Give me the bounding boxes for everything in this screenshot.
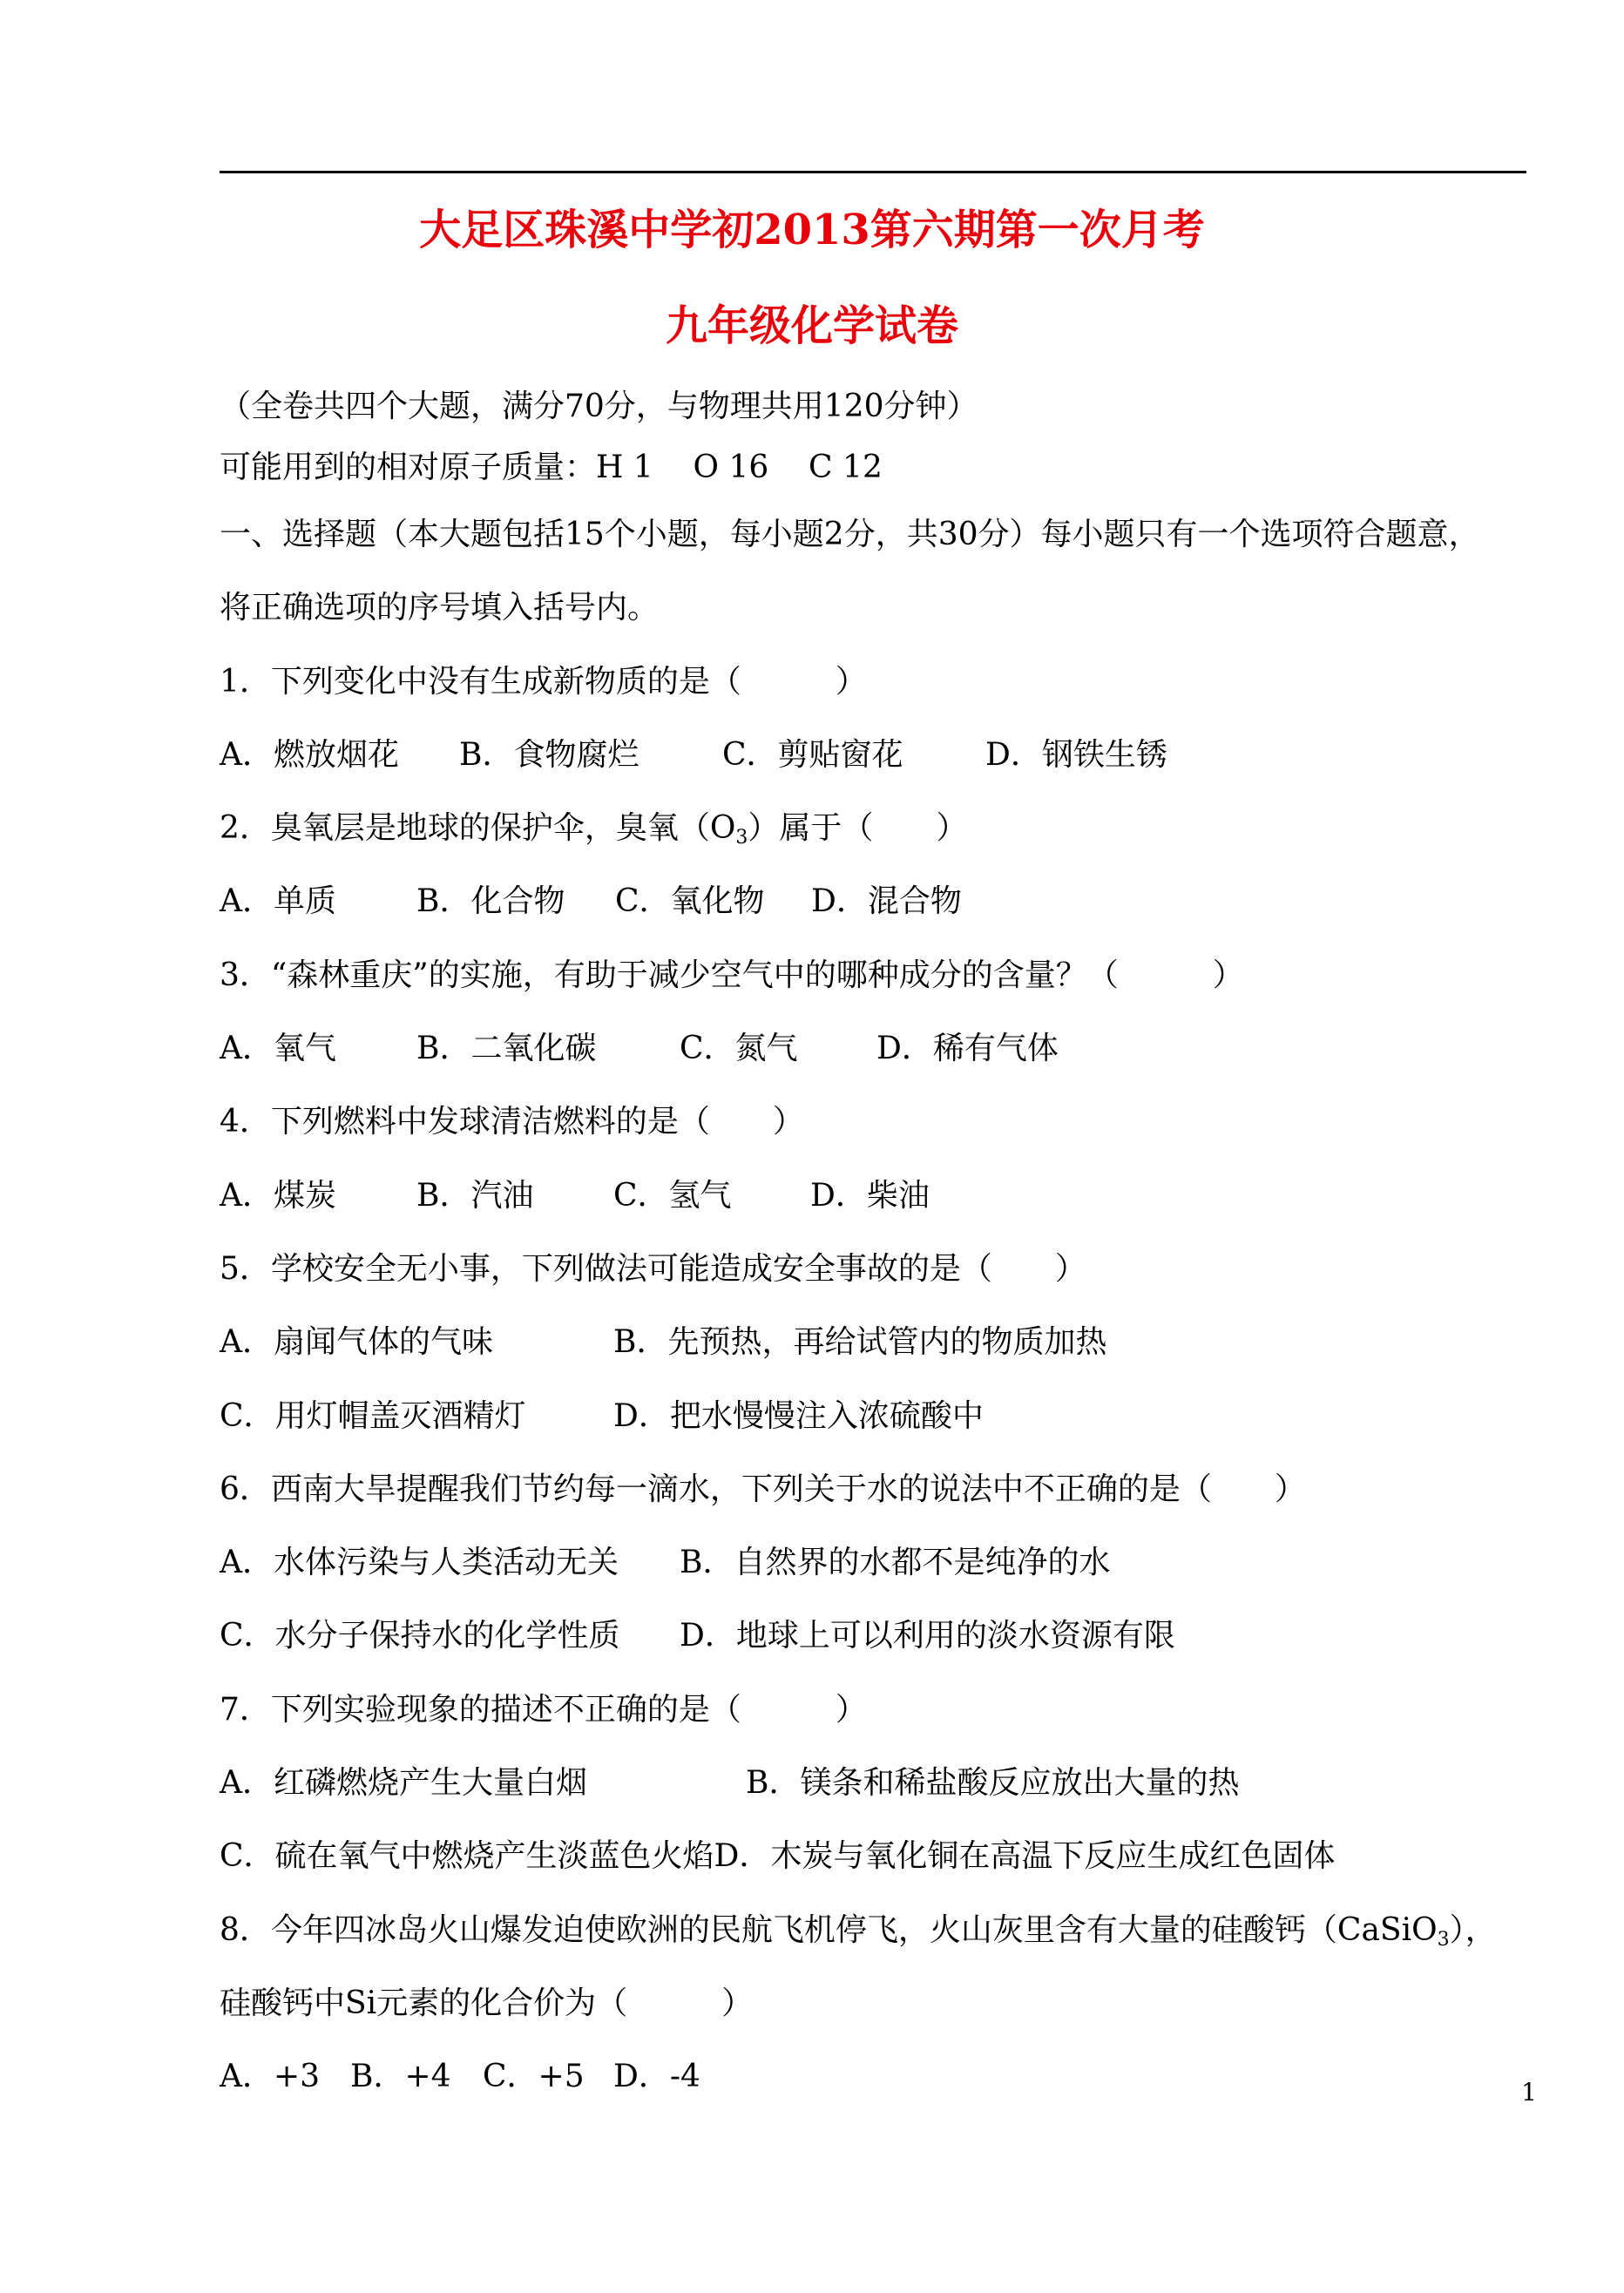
question-options <box>220 1747 1535 1820</box>
option-a: A．煤炭 <box>220 1177 336 1214</box>
question-options <box>220 1012 1535 1086</box>
option-d: D．混合物 <box>811 883 962 920</box>
question-stem: 4．下列燃料中发球清洁燃料的是（ ） <box>220 1104 804 1140</box>
subscript: 3 <box>1437 1928 1450 1951</box>
question-stem <box>220 792 1535 865</box>
question-options <box>220 1526 1535 1600</box>
option-d: D．地球上可以利用的淡水资源有限 <box>680 1618 1175 1654</box>
subscript: 3 <box>735 827 748 849</box>
option-b: B．自然界的水都不是纯净的水 <box>680 1545 1111 1581</box>
option-b: B．汽油 <box>416 1177 534 1214</box>
atomic-mass-info: 可能用到的相对原子质量：H 1 O 16 C 12 <box>220 450 883 485</box>
page-number: 1 <box>1521 2078 1537 2107</box>
stem-text-end: ）， <box>1449 1911 1497 1948</box>
question-options <box>220 1160 1535 1233</box>
question-stem: 3．“森林重庆”的实施，有助于减少空气中的哪种成分的含量？（ ） <box>220 957 1244 993</box>
question-options <box>220 1306 1535 1379</box>
question-options <box>220 1820 1535 1893</box>
question-options <box>220 719 1535 792</box>
option-b: B．+4 <box>350 2059 451 2095</box>
question-options <box>220 1600 1535 1673</box>
option-b: B．食物腐烂 <box>459 736 639 773</box>
stem-text: 2．臭氧层是地球的保护伞，臭氧（O <box>220 810 736 847</box>
option-b: B．镁条和稀盐酸反应放出大量的热 <box>746 1765 1240 1802</box>
section-instruction-cont: 将正确选项的序号填入括号内。 <box>220 590 660 626</box>
option-c: C．剪贴窗花 <box>722 736 903 773</box>
option-b: B．化合物 <box>416 883 565 920</box>
section-instruction: 一、选择题（本大题包括15个小题，每小题2分，共30分）每小题只有一个选项符合题意， <box>220 517 1480 552</box>
option-a: A．单质 <box>220 883 336 920</box>
stem-text: 8．今年四冰岛火山爆发迫使欧洲的民航飞机停飞，火山灰里含有大量的硅酸钙（CaSiO <box>220 1911 1438 1948</box>
option-a: A．水体污染与人类活动无关 <box>220 1545 619 1581</box>
option-a: A．红磷燃烧产生大量白烟 <box>220 1765 587 1802</box>
option-c: C．氢气 <box>613 1177 732 1214</box>
option-d: D．-4 <box>613 2059 700 2095</box>
option-a: A．氧气 <box>220 1031 336 1067</box>
option-a: A．+3 <box>220 2059 321 2095</box>
question-stem: 1．下列变化中没有生成新物质的是（ ） <box>220 663 867 700</box>
option-c: C．用灯帽盖灭酒精灯 <box>220 1397 526 1434</box>
header-rule <box>220 171 1526 173</box>
option-c: C．氧化物 <box>615 883 765 920</box>
question-stem: 6．西南大旱提醒我们节约每一滴水，下列关于水的说法中不正确的是（ ） <box>220 1471 1306 1507</box>
question-stem: 5．学校安全无小事，下列做法可能造成安全事故的是（ ） <box>220 1250 1086 1287</box>
option-c: C．+5 <box>483 2059 585 2095</box>
option-c: C．硫在氧气中燃烧产生淡蓝色火焰 <box>220 1838 714 1875</box>
option-d: D．木炭与氧化铜在高温下反应生成红色固体 <box>714 1838 1336 1875</box>
question-options <box>220 865 1535 938</box>
option-b: B．先预热，再给试管内的物质加热 <box>613 1324 1107 1361</box>
exam-title: 大足区珠溪中学初2013第六期第一次月考 <box>419 206 1205 254</box>
option-a: A．燃放烟花 <box>220 736 399 773</box>
exam-body <box>220 376 1535 2114</box>
question-options <box>220 1380 1535 1453</box>
exam-info: （全卷共四个大题，满分70分，与物理共用120分钟） <box>220 389 978 424</box>
question-stem-cont: 硅酸钙中Si元素的化合价为（ ） <box>220 1985 754 2021</box>
option-d: D．把水慢慢注入浓硫酸中 <box>613 1397 984 1434</box>
exam-subtitle: 九年级化学试卷 <box>665 301 958 350</box>
option-d: D．稀有气体 <box>876 1031 1059 1067</box>
question-options <box>220 2040 1535 2114</box>
option-b: B．二氧化碳 <box>416 1031 597 1067</box>
option-a: A．扇闻气体的气味 <box>220 1324 493 1361</box>
option-c: C．水分子保持水的化学性质 <box>220 1618 620 1654</box>
question-stem: 7．下列实验现象的描述不正确的是（ ） <box>220 1691 867 1728</box>
option-c: C．氮气 <box>680 1031 798 1067</box>
option-d: D．钢铁生锈 <box>985 736 1167 773</box>
option-d: D．柴油 <box>810 1177 930 1214</box>
stem-text-end: ）属于（ ） <box>748 810 968 847</box>
question-stem <box>220 1894 1535 1967</box>
